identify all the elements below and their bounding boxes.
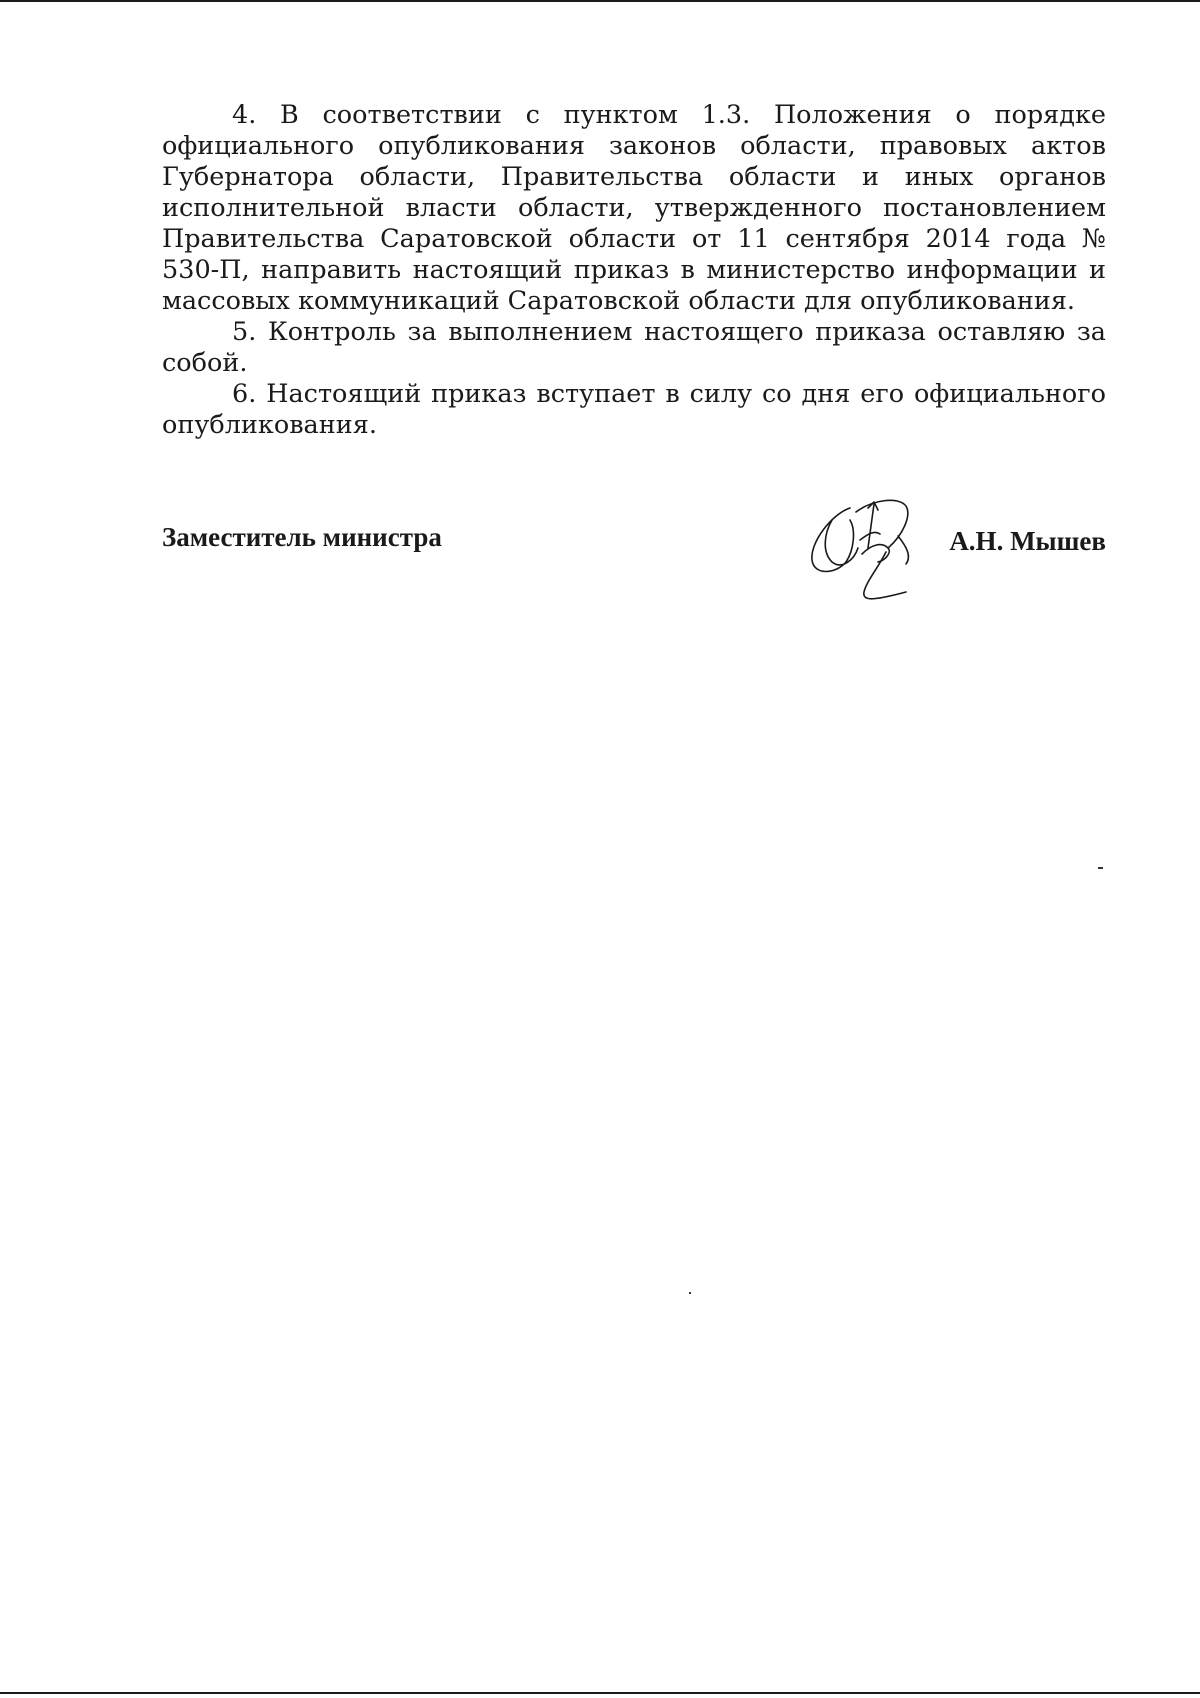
scan-speck [1098,867,1103,869]
signature-block [162,500,1106,620]
scan-edge-top [0,0,1200,2]
signer-position: Заместитель министра [162,522,442,552]
paragraph-6: 6. Настоящий приказ вступает в силу со дня его официального опубликования. [162,379,1106,440]
signer-name: А.Н. Мышев [949,526,1106,556]
scan-speck [689,1292,691,1294]
paragraph-4: 4. В соответствии с пунктом 1.3. Положения о порядке официального опубликования законов области, правовых актов Губернатора области, Правительства области и иных органов исполнительной власти области, утвержденного постановлением Правительства Саратовской области от 11 сентября 2014 года № 530-П, направить настоящий приказ в министерство информации и массовых коммуникаций Саратовской области для опубликования. [162,100,1106,316]
handwritten-signature [802,490,932,612]
paragraph-5: 5. Контроль за выполнением настоящего приказа оставляю за собой. [162,317,1106,378]
scan-edge-bottom [0,1692,1200,1694]
document-body [162,100,1106,441]
